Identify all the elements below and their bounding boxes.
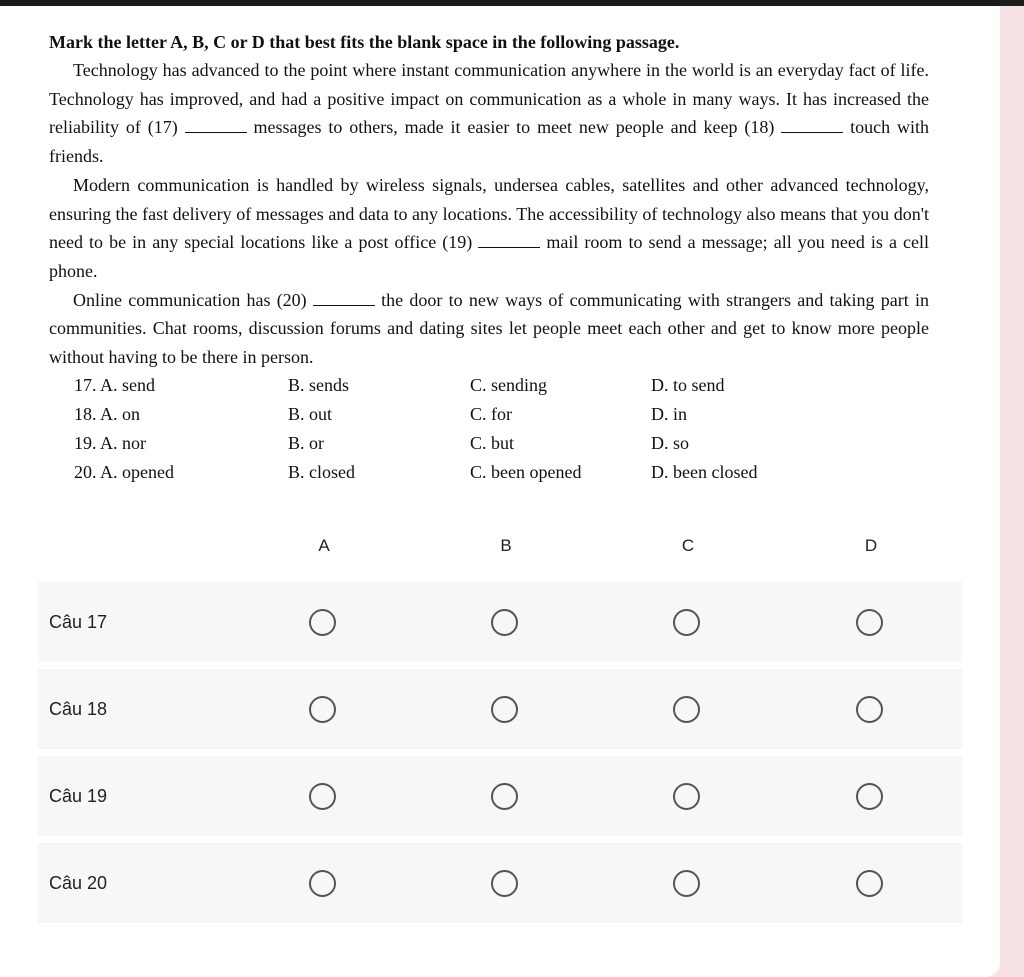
radio-19-d[interactable]	[856, 783, 883, 810]
blank-18	[781, 117, 843, 133]
p3-part-a: Online communication has (20)	[73, 289, 313, 310]
radio-19-a[interactable]	[309, 783, 336, 810]
option-row-18	[74, 404, 834, 433]
option-18-b: B. out	[288, 404, 333, 424]
option-19-c: C. but	[470, 433, 515, 453]
blank-19	[478, 232, 540, 248]
paragraph-3	[49, 286, 929, 372]
option-20-a: 20. A. opened	[74, 462, 174, 482]
p2-part-a: Modern communication is handled by wireless signals, undersea cables, satellites and other advanced technology, ensuring the fast delivery of messages and data to any locations. The accessibility of technology also means that you don't need to be in any special locations like a post office (19)	[49, 174, 929, 253]
radio-17-b[interactable]	[491, 609, 518, 636]
radio-20-d[interactable]	[856, 870, 883, 897]
column-header-a: A	[318, 536, 330, 555]
radio-18-a[interactable]	[309, 696, 336, 723]
radio-17-d[interactable]	[856, 609, 883, 636]
option-17-d: D. to send	[651, 375, 725, 395]
grid-row-19	[38, 756, 962, 836]
p1-part-a: Technology has advanced to the point where instant communication anywhere in the world is an everyday fact of life. Technology has improved, and had a positive impact on communication as a whole in many ways. It has increased the reliability of (17)	[49, 60, 929, 138]
option-20-b: B. closed	[288, 462, 355, 482]
grid-row-20	[38, 843, 962, 923]
option-18-c: C. for	[470, 404, 512, 424]
radio-17-c[interactable]	[673, 609, 700, 636]
p1-part-c: touch with friends.	[49, 117, 929, 167]
column-header-b: B	[500, 536, 512, 555]
option-18-d: D. in	[651, 404, 687, 424]
blank-20	[313, 290, 375, 306]
column-header-d: D	[864, 536, 878, 555]
option-20-d: D. been closed	[651, 462, 758, 482]
radio-20-a[interactable]	[309, 870, 336, 897]
p3-part-b: the door to new ways of communicating with strangers and taking part in communities. Chat rooms, discussion forums and dating sites let people meet each other and get to know more people without having to be there in person.	[49, 289, 929, 368]
answer-grid	[38, 526, 962, 893]
column-header-c: C	[681, 536, 695, 555]
option-17-b: B. sends	[288, 375, 350, 395]
radio-19-c[interactable]	[673, 783, 700, 810]
row-label-18: Câu 18	[49, 699, 108, 719]
paragraph-2	[49, 171, 929, 286]
option-19-d: D. so	[651, 433, 690, 453]
instruction-text: Mark the letter A, B, C or D that best fits the blank space in the following passage.	[49, 32, 680, 52]
form-card	[0, 6, 1000, 977]
paragraph-1	[49, 56, 929, 171]
option-row-17	[74, 375, 834, 404]
option-19-a: 19. A. nor	[74, 433, 146, 453]
option-19-b: B. or	[288, 433, 324, 453]
radio-20-c[interactable]	[673, 870, 700, 897]
p2-part-b: mail room to send a message; all you need is a cell phone.	[49, 232, 929, 281]
option-row-19	[74, 433, 834, 462]
question-passage	[49, 28, 929, 372]
p1-part-b: messages to others, made it easier to meet new people and keep (18)	[246, 117, 782, 138]
radio-17-a[interactable]	[309, 609, 336, 636]
option-18-a: 18. A. on	[74, 404, 141, 424]
grid-row-18	[38, 669, 962, 749]
option-20-c: C. been opened	[470, 462, 582, 482]
option-row-20	[74, 462, 834, 491]
radio-18-d[interactable]	[856, 696, 883, 723]
radio-20-b[interactable]	[491, 870, 518, 897]
radio-18-b[interactable]	[491, 696, 518, 723]
grid-rows	[38, 582, 962, 930]
answer-options	[74, 375, 834, 491]
option-17-c: C. sending	[470, 375, 548, 395]
grid-row-17	[38, 582, 962, 662]
blank-17	[185, 117, 247, 133]
radio-19-b[interactable]	[491, 783, 518, 810]
radio-18-c[interactable]	[673, 696, 700, 723]
row-label-20: Câu 20	[49, 873, 108, 893]
option-17-a: 17. A. send	[74, 375, 155, 395]
row-label-19: Câu 19	[49, 786, 108, 806]
grid-header	[38, 526, 962, 566]
row-label-17: Câu 17	[49, 612, 108, 632]
